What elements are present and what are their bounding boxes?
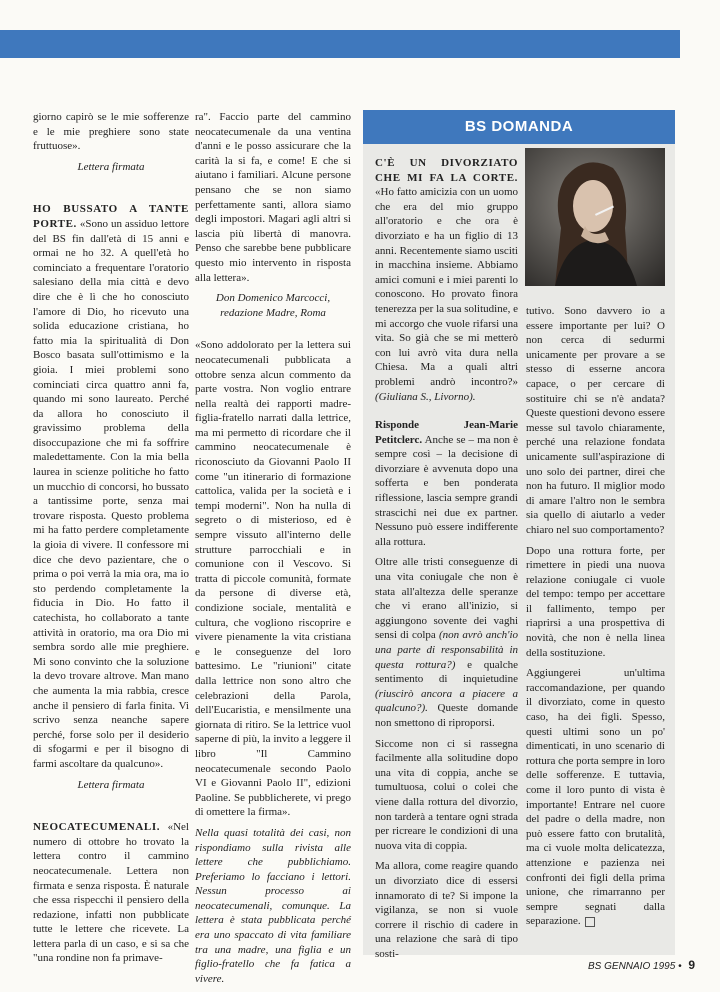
letter-heading: NEOCATECUMENALI.	[33, 821, 161, 834]
end-mark-icon	[585, 917, 595, 927]
answer-text: Anche se – ma non è sempre così – la decisione di divorziare è avvenuta dopo una sofferta e ben ponderata riflessione, lascia sempre grandi strascichi nei due ex partner. Nessuno può essere indifferente alla rottura.	[375, 433, 518, 548]
question-body: «Ho fatto amicizia con un uomo che era del mio gruppo all'oratorio e che ora è divorziato e ha un figlio di 13 anni. Recentemente siamo usciti in macchina insieme. Abbiamo amici comuni e i miei parenti lo conoscono. Ho provato finora tenerezza per la sua solitudine, e mi accorgo che vuole rifarsi una vita. So già che se mi metterò con lui avrò vita dura nella Chiesa. Ma a quali altri problemi andrò incontro?»	[375, 186, 518, 388]
letter-body: «Sono un assiduo lettore del BS fin dall'età di 15 anni e ormai ne ho 32. A quell'età ho cominciato a frequentare l'oratorio salesiano della mia città e devo dire che è lì che ho conosciuto l'amore di Dio, ho ricevuto una solida educazione cristiana, ho fatto mia la spiritualità di Don Bosco basata sull'ottimismo e la gioia. I miei problemi sono cominciati circa quattro anni fa, quando mi sono laureato. Perché da allora ho conosciuto il gravissimo problema della disoccupazione che mi fa soffrire maledettamente. Con la mia bella laurea in scienze politiche ho fatto un mucchio di concorsi, ho bussato a tantissime porte, senza mai trovare risposta. Questo problema mi ha fatto perdere completamente la gioia di vivere. Il confessore mi dice che devo pazientare, che o prima o poi verrà la mia ora, ma io sto perdendo completamente la fiducia in Dio. Ho fatto il catechista, ho collaborato a tante attività in oratorio, ma ora Dio mi sembra sordo alle mie preghiere. Mi sono convinto che la soluzione la devo trovare altrove. Man mano che aumenta la mia rabbia, cresce anche il pensiero di farla finita. Vi scrivo senza neanche sapere perché, forse solo per il desiderio di sfogarmi e per il bisogno di farmi ascoltare da qualcuno».	[33, 217, 189, 770]
editor-reply: Nella quasi totalità dei casi, non rispondiamo sulla rivista alle lettere che pubblichiamo. Preferiamo lo facciano i lettori. Nessun processo ai neocatecumenali, comunque. La lettera è stata pubblicata perché era uno spaccato di vita familiare tra una madre, una figlia e un figlio-fratello che fa fatica a vivere.	[195, 826, 351, 985]
answer-paragraph-4: Ma allora, come reagire quando un divorziato dice di essersi innamorato di te? Si impone la vigilanza, se non si vuole correre il rischio di cadere in una relazione che sarà di tipo sosti-	[375, 860, 518, 960]
letter-neocatecumenali	[33, 820, 189, 966]
letter-tante-porte	[33, 202, 189, 771]
question-letter	[375, 156, 518, 404]
answer-paragraph-3: Siccome non ci si rassegna facilmente alla solitudine dopo una vita di coppia, anche se tumultuosa, colui o colei che viene dalla rottura del divorzio, non tarderà a tentare ogni strada per ricreare le condizioni di una nuova vita di coppia.	[375, 737, 518, 852]
answer-paragraph-7	[526, 666, 665, 929]
question-signature: (Giuliana S., Livorno).	[375, 390, 476, 403]
letter-signature: Lettera firmata	[77, 778, 145, 791]
box-column-right	[526, 304, 665, 935]
answer-italic: (riuscirò ancora a piacere a qualcuno?).	[375, 687, 518, 715]
letter-body: «Nel numero di ottobre ho trovato la lettera contro il cammino neocatecumenale. Lettera non firmata e senza risposta. È naturale che essa rispecchi il pensiero della redazione, infatti non pubblicate tutte le lettere che ricevete. La lettera parla di un caso, e si sa che "una rondine non fa primave-	[33, 821, 189, 965]
woman-portrait-photo	[525, 148, 665, 286]
letter-addolorato: «Sono addolorato per la lettera sui neocatecumenali pubblicata a ottobre senza alcun commento da parte vostra. Non voglio entrare nella realtà dei rapporti madre-figlia-fratello narrati dalla lettrice, ma mi permetto di ricordare che il cammino neocatecumenale è riconosciuto da Giovanni Paolo II come "un itinerario di formazione cattolica, valida per la società e i tempi moderni". Non ha nulla di segreto o di misterioso, ed è sempre vissuto all'interno delle strutture parrocchiali e in comunione con il Vescovo. Si tratta di piccole comunità, formate da persone di diverse età, condizione sociale, mentalità e cultura, che vogliono riscoprire e vivere pienamente la vita cristiana e le conseguenze del loro battesimo. Le "riunioni" citate dalla lettrice non sono altro che celebrazioni della Parola, dell'Eucaristia, e mensilmente una giornata di ritiro. Se la lettrice vuol saperne di più, la invito a leggere il libro "Il Cammino neocatecumenale secondo Paolo VI e Giovanni Paolo II", edizioni Paoline. Se pubblicherete, vi prego di omettere la firma».	[195, 339, 351, 819]
page-number: 9	[688, 958, 696, 972]
letter-signature: Lettera firmata	[77, 160, 145, 173]
answer-paragraph-2	[375, 555, 518, 730]
letter-continuation: ra". Faccio parte del cammino neocatecumenale da una ventina d'anni e le posso assicurare che la carità la si fa, e come! E che si aiutano i familiari. Alcune persone pensano che se non siamo perfettamente santi, allora siamo degli impostori. Magari agli altri si lascia più libertà di manovra. Penso che sarebbe bene pubblicare questo mio intervento in risposta alla lettera».	[195, 111, 351, 284]
answer-text: Aggiungerei un'ultima raccomandazione, per quando il divorziato, come in questo caso, ha dei figli. Spesso, questi ultimi sono un po' dimenticati, in uno scenario di rottura che porta sempre in loro delle sofferenze. E tuttavia, come il loro punto di vista è importante! Entrare nel cuore del padre o della madre, non può essere fatto con brutalità, ma ci vuole molta delicatezza, attenzione e pazienza nei confronti dei figli della prima unione, che rimarranno per sempre segnati dalla separazione.	[526, 667, 665, 928]
footer-separator: •	[678, 961, 682, 972]
answer-paragraph-6: Dopo una rottura forte, per rimettere in piedi una nuova relazione coniugale ci vuole del tempo: tempo per accettare il fallimento, tempo per riaprirsi a una prospettiva di novità, che non è nella linea della sostituzione.	[526, 544, 665, 659]
column-1	[33, 110, 189, 972]
letter-ending-text: giorno capirò se le mie sofferenze e le mie preghiere sono state fruttuose».	[33, 111, 189, 153]
answer-text: Oltre alle tristi conseguenze di una vita coniugale che non è stata all'altezza delle speranze che vi erano all'inizio, si aggiungono sovente dei vaghi sensi di colpa	[375, 556, 518, 642]
answer-text: Queste domande non smettono di riproporsi.	[375, 702, 518, 729]
answer-intro	[375, 418, 518, 549]
footer-issue: GENNAIO 1995	[604, 961, 676, 972]
portrait-image	[525, 148, 665, 286]
answer-text: e qualche sentimento di inquietudine	[375, 658, 518, 686]
footer-magazine: BS	[588, 961, 602, 972]
letter-signature: Don Domenico Marcocci, redazione Madre, Roma	[215, 292, 331, 319]
bs-domanda-header: BS DOMANDA	[363, 110, 675, 144]
answer-paragraph-5: tutivo. Sono davvero io a essere importante per lui? O non cerca di sedurmi unicamente per provare a se stesso di esserne ancora capace, o per cercare di sostituire chi se n'è andata? Queste questioni devono essere messe sul tavolo chiaramente, perché una relazione fondata unicamente sull'aspirazione di uno solo dei partner, direi che non ha futuro. Il miglior modo di amare l'altro non le sembra sia quello di aiutarlo a veder chiaro nel suo comportamento?	[526, 305, 665, 536]
answer-italic: (non avrò anch'io una parte di responsabilità in questa rottura?)	[375, 629, 518, 671]
answer-heading: Risponde Jean-Marie Petitclerc.	[375, 419, 518, 446]
top-color-band	[0, 30, 680, 58]
question-heading: C'È UN DIVORZIATO CHE MI FA LA CORTE.	[375, 157, 518, 184]
page-footer	[588, 958, 695, 972]
column-2	[195, 110, 351, 992]
letter-heading: HO BUSSATO A TANTE PORTE.	[33, 203, 189, 230]
box-column-left	[375, 156, 518, 967]
